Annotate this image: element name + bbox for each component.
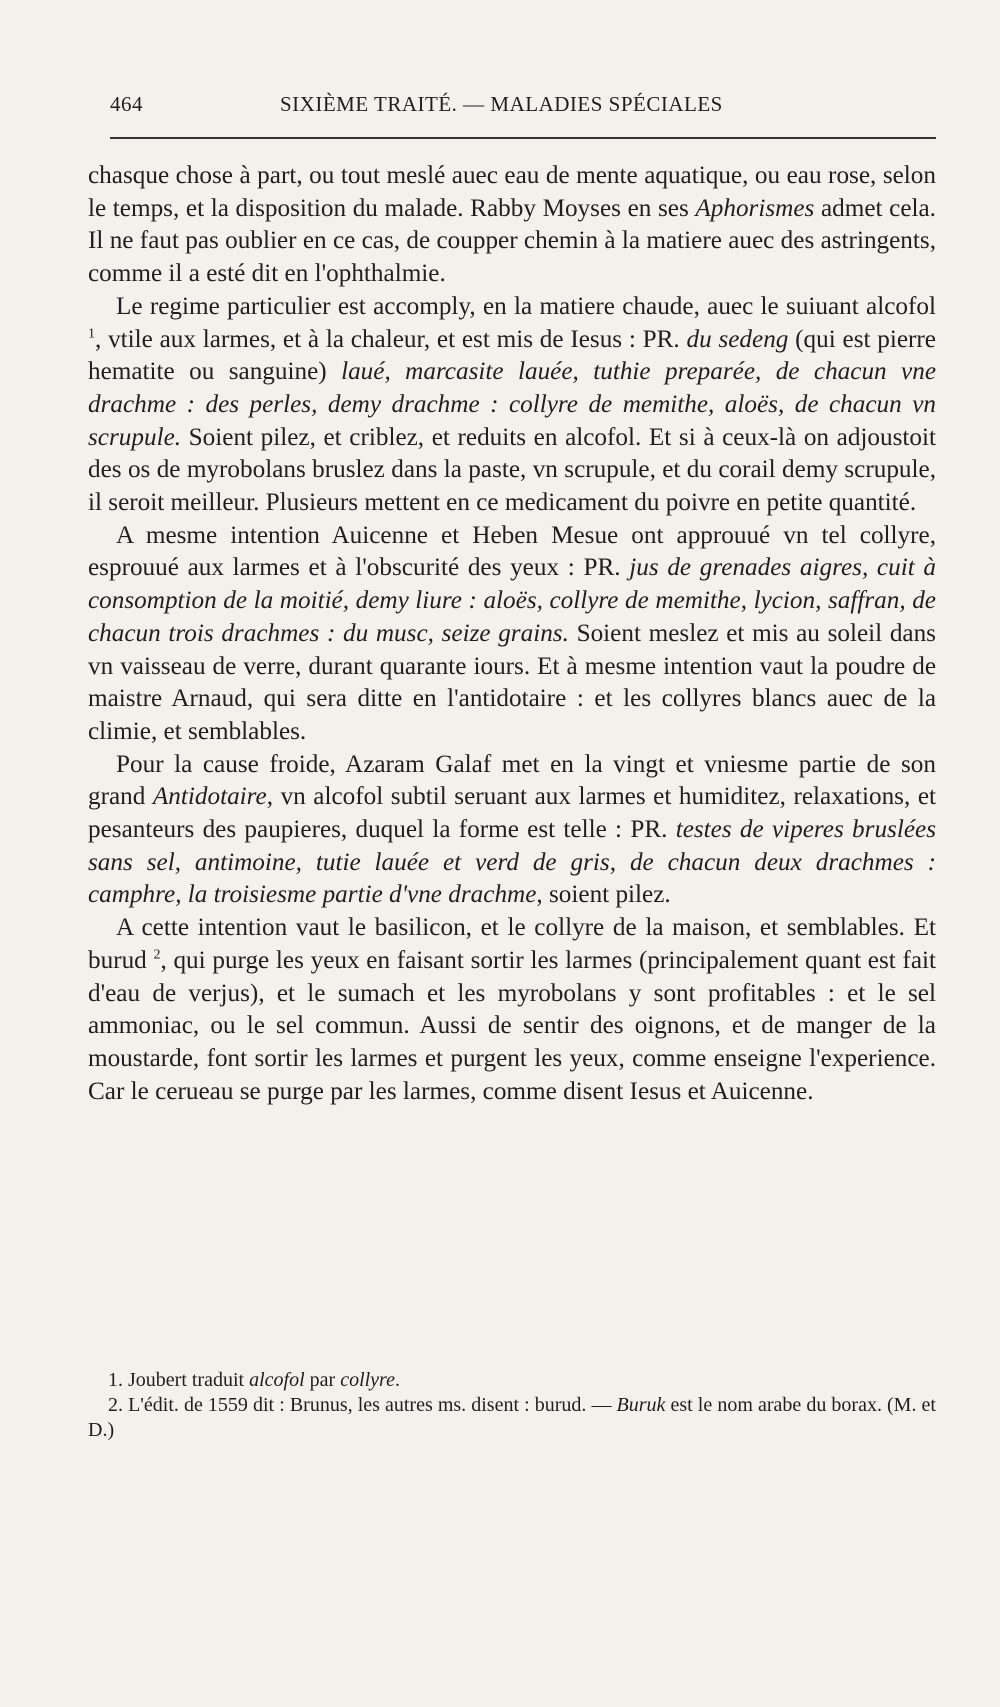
italic-run: Antidotaire <box>152 783 267 811</box>
italic-run: du sedeng <box>686 325 789 353</box>
text-run: 1. Joubert traduit <box>108 1369 250 1391</box>
italic-run: laué, marcasite lauée, tuthie preparée, de chacun vne drachme : des perles, demy drachme : collyre de memithe, aloës, de chacun vn scrupule. <box>88 358 936 451</box>
text-run: 2. L'édit. de 1559 dit : Brunus, les autres ms. disent : burud. — <box>108 1394 617 1416</box>
text-run: A mesme intention Auicenne et Heben Mesue ont approuué vn tel collyre, esprouué aux larmes et à l'obscurité des yeux : PR. <box>88 521 936 582</box>
paragraph-1 <box>88 160 936 291</box>
footnote-ref-1[interactable]: 1 <box>88 326 95 342</box>
text-run: A cette intention vaut le basilicon, et le collyre de la maison, et semblables. Et burud <box>88 914 936 974</box>
text-run: est le nom arabe du borax. (M. et D.) <box>88 1394 936 1441</box>
footnote-2 <box>88 1393 936 1443</box>
italic-run: Aphorismes <box>695 194 815 222</box>
text-run: Le regime particulier est accomply, en la matiere chaude, auec le suiuant alcofol <box>116 292 936 320</box>
text-run: (qui est pierre hematite ou sanguine) <box>88 325 936 386</box>
page-number: 464 <box>110 92 143 116</box>
text-run: admet cela. Il ne faut pas oublier en ce cas, de coupper chemin à la matiere auec des astringents, comme il a esté dit en l'ophthalmie. <box>88 194 936 288</box>
body-text <box>88 160 936 1108</box>
paragraph-4 <box>88 749 936 913</box>
running-title: SIXIÈME TRAITÉ. — MALADIES SPÉCIALES <box>280 92 723 116</box>
paragraph-2 <box>88 291 936 520</box>
italic-run: testes de viperes bruslées sans sel, antimoine, tutie lauée et verd de gris, de chacun deux drachmes : camphre, la troisiesme partie d'vne drachme <box>88 816 936 909</box>
footnotes <box>88 1368 936 1443</box>
italic-run: collyre <box>340 1369 395 1391</box>
text-run: par <box>304 1369 341 1391</box>
paragraph-5 <box>88 912 936 1108</box>
text-run: , soient pilez. <box>536 881 671 909</box>
footnote-1 <box>88 1368 936 1393</box>
text-run: . <box>394 1369 400 1391</box>
italic-run: jus de grenades aigres, cuit à consomption de la moitié, demy liure : aloës, collyre de memithe, lycion, saffran, de chacun trois drachmes : du musc, seize grains. <box>88 554 936 647</box>
running-head <box>110 92 936 122</box>
header-rule <box>110 137 936 139</box>
text-run: Pour la cause froide, Azaram Galaf met en la vingt et vniesme partie de son grand <box>88 750 936 811</box>
text-run: , qui purge les yeux en faisant sortir les larmes (principalement quant est fait d'eau de verjus), et le sumach et les myrobolans y sont profitables : et le sel ammoniac, ou le sel commun. Aussi de sentir des oignons, et de manger de la moustarde, font sortir les larmes et purgent les yeux, comme enseigne l'experience. Car le cerueau se purge par les larmes, comme disent Iesus et Auicenne. <box>88 946 936 1105</box>
italic-run: alcofol <box>249 1369 305 1391</box>
text-run: Soient pilez, et criblez, et reduits en alcofol. Et si à ceux-là on adjoustoit des os de myrobolans bruslez dans la paste, vn scrupule, et du corail demy scrupule, il seroit meilleur. Plusieurs mettent en ce medicament du poivre en petite quantité. <box>88 423 936 517</box>
text-run: , vtile aux larmes, et à la chaleur, et est mis de Iesus : PR. <box>95 325 687 353</box>
paragraph-3 <box>88 520 936 749</box>
text-run: chasque chose à part, ou tout meslé auec eau de mente aquatique, ou eau rose, selon le temps, et la disposition du malade. Rabby Moyses en ses <box>88 162 936 222</box>
footnote-ref-2[interactable]: 2 <box>153 947 161 963</box>
text-run: Soient meslez et mis au soleil dans vn vaisseau de verre, durant quarante iours. Et à mesme intention vaut la poudre de maistre Arnaud, qui sera ditte en l'antidotaire : et les collyres blancs auec de la climie, et semblables. <box>88 619 936 745</box>
italic-run: Buruk <box>616 1394 666 1416</box>
text-run: , vn alcofol subtil seruant aux larmes et humiditez, relaxations, et pesanteurs des paupieres, duquel la forme est telle : PR. <box>88 783 936 844</box>
